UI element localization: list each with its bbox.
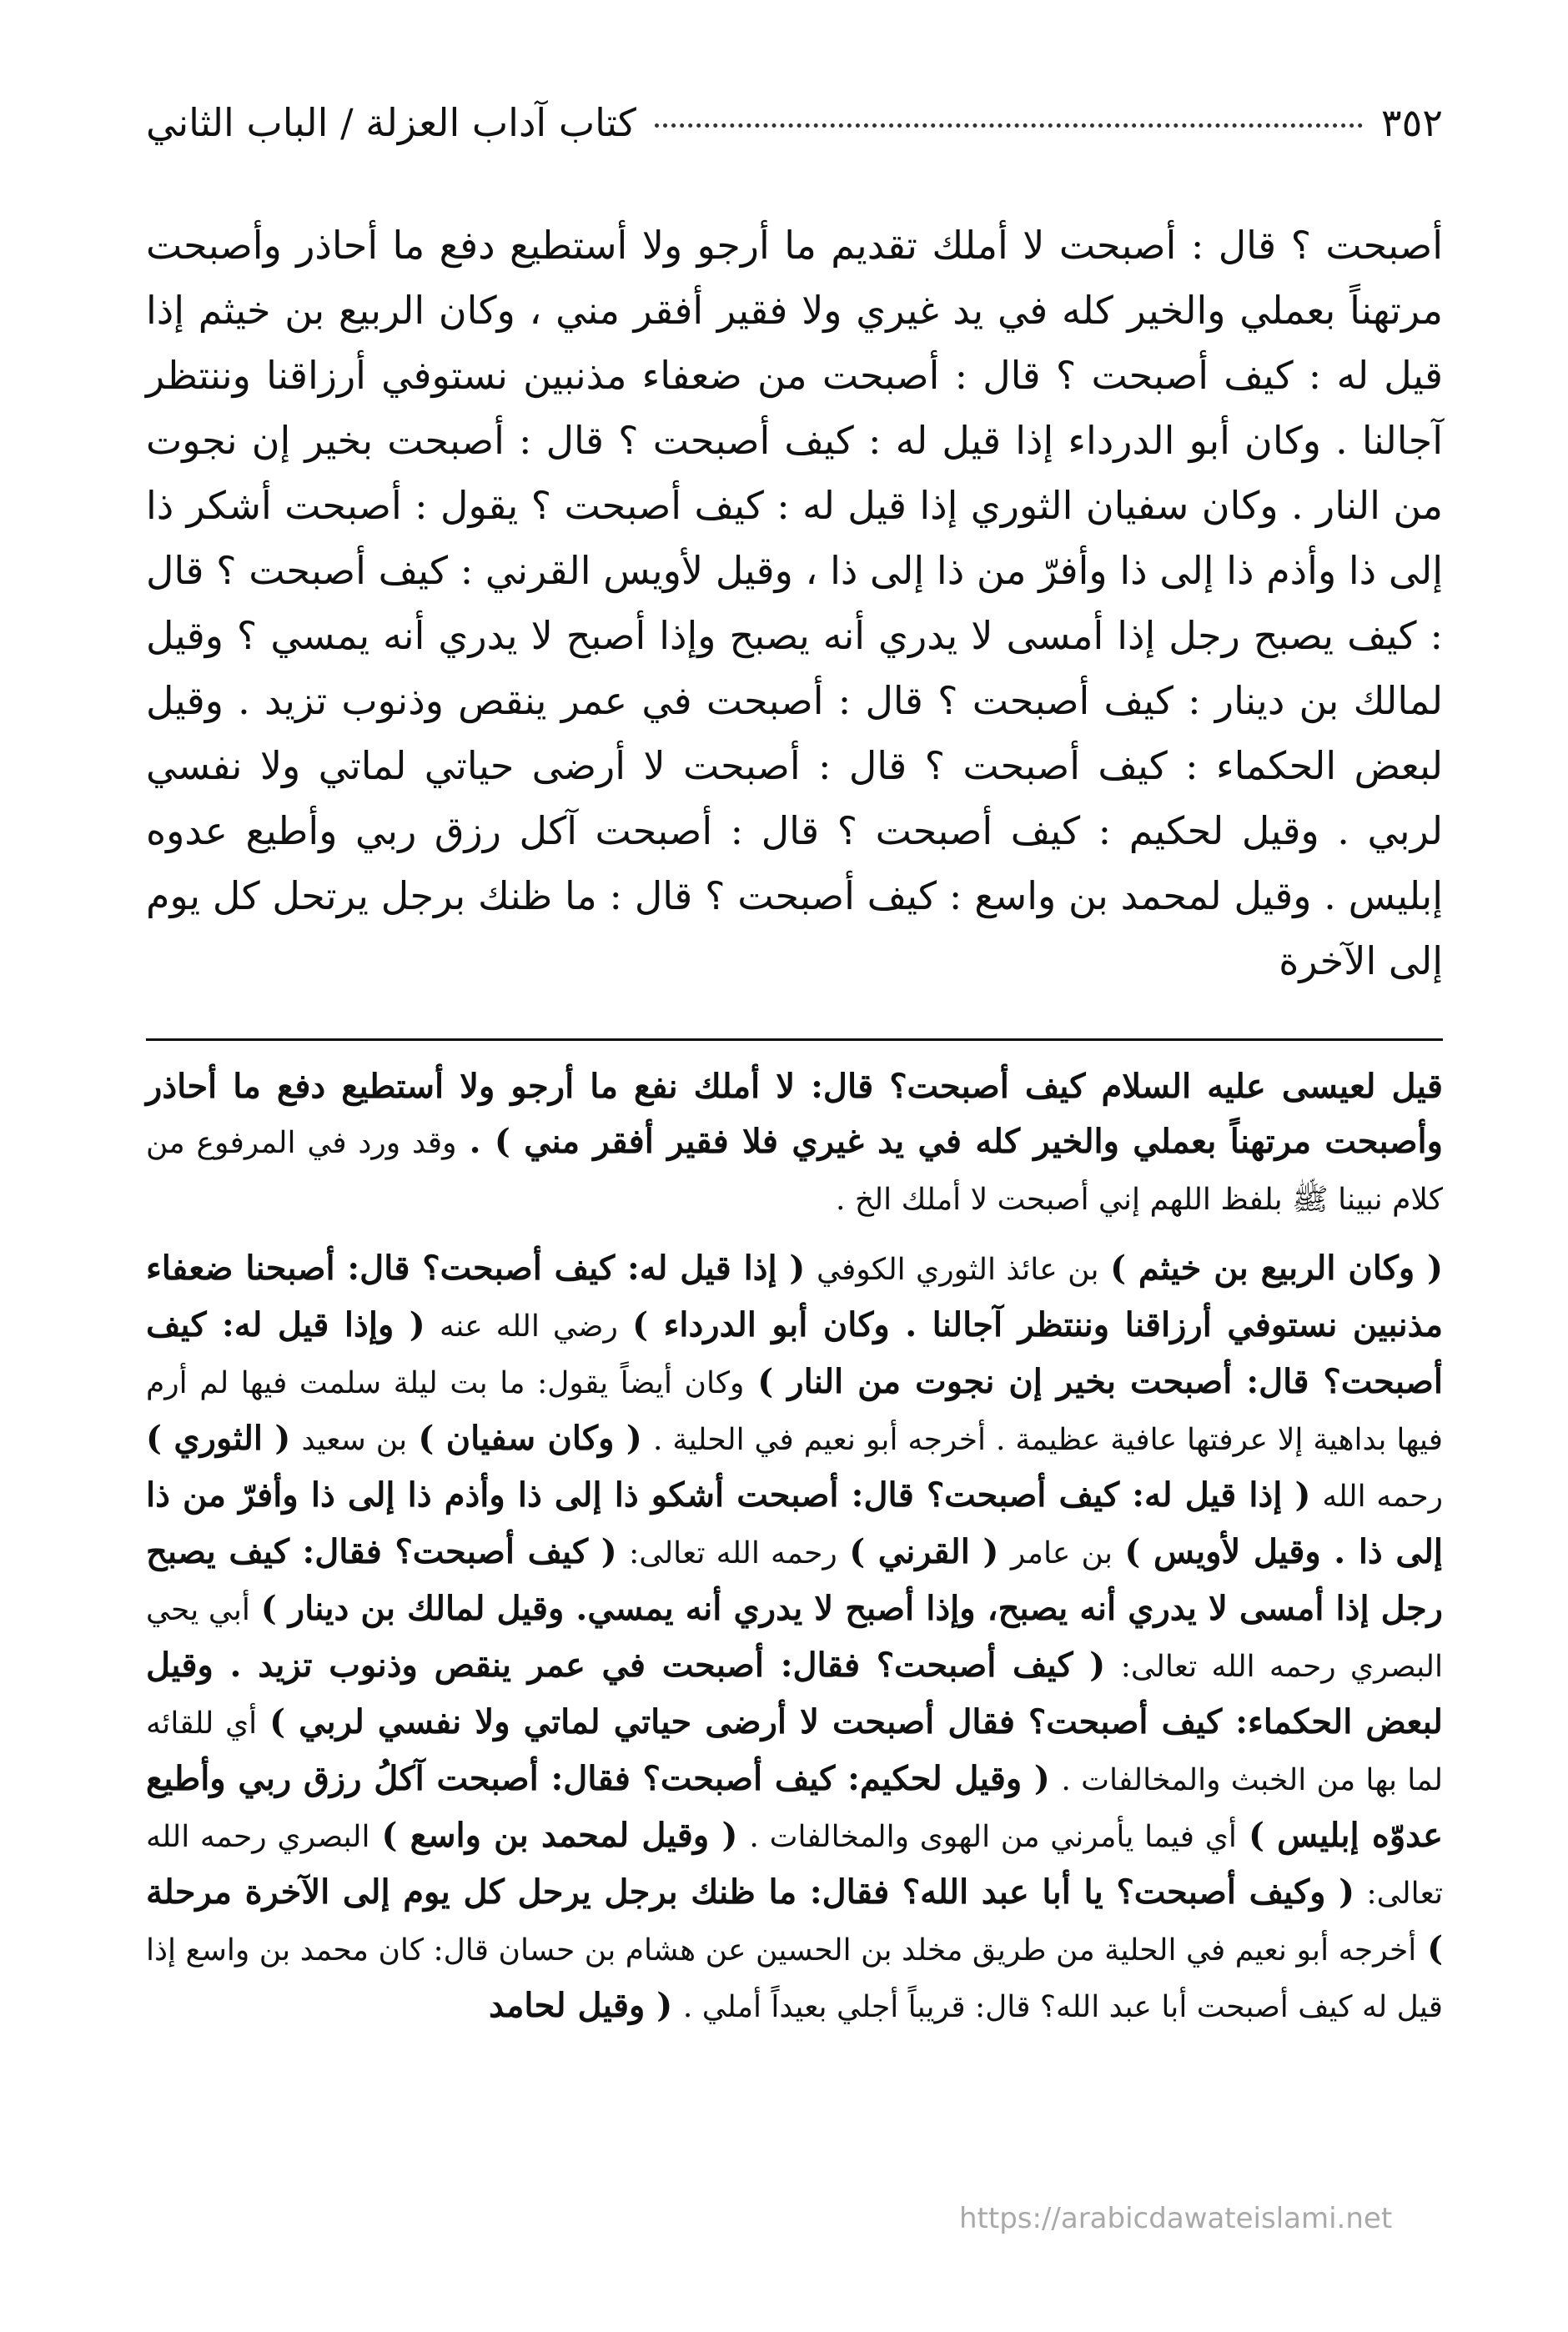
commentary-quote: ( وقيل لمحمد بن واسع ) [381,1816,738,1855]
running-title: كتاب آداب العزلة / الباب الثاني [146,100,636,145]
commentary-gloss: أبي يحي البصري رحمه الله تعالى: [146,1593,1444,1684]
commentary-quote: ( وقيل لحكيم: كيف أصبحت؟ فقال: أصبحت آكلُ رزق ربي وأطيع عدوّه إبليس ) [146,1759,1443,1855]
commentary-quote: ( وكيف أصبحت؟ يا أبا عبد الله؟ فقال: ما ظنك برجل يرحل كل يوم إلى الآخرة مرحلة ) [146,1872,1443,1968]
commentary-quote: ( كيف أصبحت؟ فقال: أصبحت في عمر ينقص وذنوب تزيد . وقيل لبعض الحكماء: كيف أصبحت؟ فقال أصبحت لا أرضى حياتي لماتي ولا نفسي لربي ) [146,1646,1443,1741]
commentary-gloss: البصري رحمه الله تعالى: [146,1820,1443,1911]
commentary-gloss: وقد ورد في المرفوع من كلام نبينا ﷺ بلفظ اللهم إني أصبحت لا أملك الخ . [146,1126,1443,1217]
page-header [146,100,1443,145]
footnote-divider [146,1038,1443,1041]
main-paragraph: أصبحت ؟ قال : أصبحت لا أملك تقديم ما أرجو ولا أستطيع دفع ما أحاذر وأصبحت مرتهناً بعملي والخير كله في يد غيري ولا فقير أفقر مني ، وكان الربيع بن خيثم إذا قيل له : كيف أصبحت ؟ قال : أصبحت من ضعفاء مذنبين نستوفي أرزاقنا وننتظر آجالنا . وكان أبو الدرداء إذا قيل له : كيف أصبحت ؟ قال : أصبحت بخير إن نجوت من النار . وكان سفيان الثوري إذا قيل له : كيف أصبحت ؟ يقول : أصبحت أشكر ذا إلى ذا وأذم ذا إلى ذا وأفرّ من ذا إلى ذا ، وقيل لأويس القرني : كيف أصبحت ؟ قال : كيف يصبح رجل إذا أمسى لا يدري أنه يصبح وإذا أصبح لا يدري أنه يمسي ؟ وقيل لمالك بن دينار : كيف أصبحت ؟ قال : أصبحت في عمر ينقص وذنوب تزيد . وقيل لبعض الحكماء : كيف أصبحت ؟ قال : أصبحت لا أرضى حياتي لماتي ولا نفسي لربي . وقيل لحكيم : كيف أصبحت ؟ قال : أصبحت آكل رزق ربي وأطيع عدوه إبليس . وقيل لمحمد بن واسع : كيف أصبحت ؟ قال : ما ظنك برجل يرتحل كل يوم إلى الآخرة [146,223,1443,983]
commentary-gloss: أخرجه أبو نعيم في الحلية من طريق مخلد بن الحسين عن هشام بن حسان قال: كان محمد بن واسع إذا قيل له كيف أصبحت أبا عبد الله؟ قال: قريباً أجلي بعيداً أملي . [146,1933,1443,2024]
commentary-gloss: أي فيما يأمرني من الهوى والمخالفات . [749,1820,1237,1854]
header-dotted-leader [655,123,1363,128]
commentary-quote: ( كيف أصبحت؟ فقال: كيف يصبح رجل إذا أمسى لا يدري أنه يصبح، وإذا أصبح لا يدري أنه يمسي. وقيل لمالك بن دينار ) [146,1532,1443,1628]
commentary-quote: ( وكان سفيان ) [418,1419,642,1458]
commentary-gloss: بن سعيد [301,1423,408,1457]
commentary-quote: ( إذا قيل له: كيف أصبحت؟ قال: أصبحت أشكو ذا إلى ذا وأذم ذا إلى ذا وأفرّ من ذا إلى ذا . وقيل لأويس ) [146,1475,1444,1571]
commentary-gloss: رحمه الله [1322,1480,1444,1514]
commentary-gloss: بن عامر [1010,1536,1113,1571]
commentary [146,1059,1443,2048]
commentary-paragraph-1 [146,1059,1443,1228]
commentary-quote: ( الثوري ) [146,1419,291,1458]
commentary-quote: ( إذا قيل له: كيف أصبحت؟ قال: أصبحنا ضعفاء مذنبين نستوفي أرزاقنا وننتظر آجالنا . وكان أبو الدرداء ) [146,1249,1444,1344]
commentary-paragraph-2 [146,1241,1443,2035]
page-number: ٣٥٢ [1380,100,1443,145]
commentary-gloss: رحمه الله تعالى: [629,1536,837,1571]
commentary-quote: ( وقيل لحامد [488,1986,673,2025]
commentary-quote: ( وكان الربيع بن خيثم ) [1110,1249,1443,1288]
commentary-gloss: أي للقائه لما بها من الخبث والمخالفات . [146,1706,1444,1797]
commentary-quote: ( وإذا قيل له: كيف أصبحت؟ قال: أصبحت بخير إن نجوت من النار ) [146,1305,1444,1401]
commentary-gloss: رضي الله عنه [440,1309,618,1344]
site-watermark: https://arabicdawateislami.net [959,2202,1393,2235]
commentary-gloss: بن عائذ الثوري الكوفي [817,1253,1099,1287]
main-text [146,213,1443,993]
commentary-quote: ( القرني ) [849,1532,999,1571]
commentary-gloss: وكان أيضاً يقول: ما بت ليلة سلمت فيها لم أرم فيها بداهية إلا عرفتها عافية عظيمة . أخرجه أبو نعيم في الحلية . [146,1366,1443,1457]
commentary-quote: قيل لعيسى عليه السلام كيف أصبحت؟ قال: لا أملك نفع ما أرجو ولا أستطيع دفع ما أحاذر وأصبحت مرتهناً بعملي والخير كله في يد غيري فلا فقير أفقر مني ) . [146,1067,1443,1161]
